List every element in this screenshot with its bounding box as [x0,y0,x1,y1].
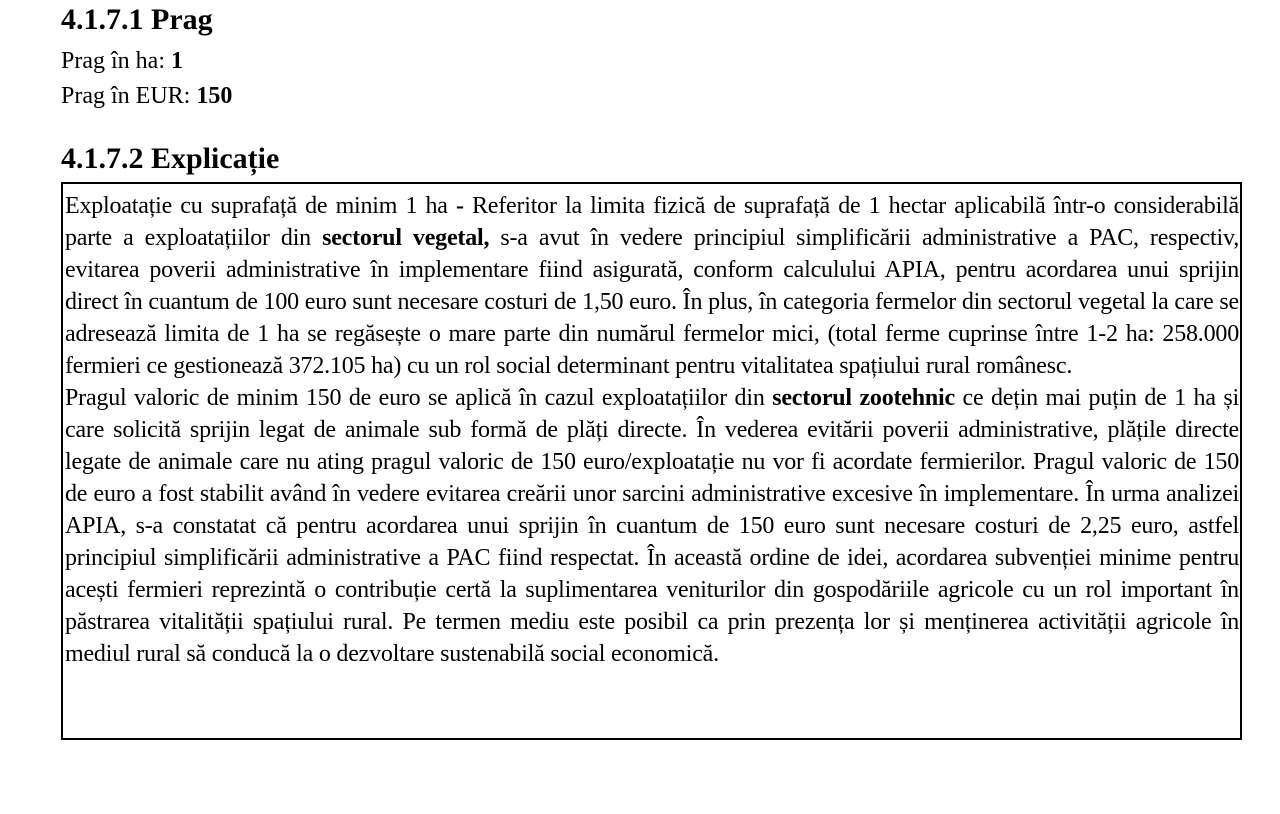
bold-term-sectorul-zootehnic: sectorul zootehnic [772,385,955,411]
threshold-ha-value: 1 [170,48,183,74]
section-heading-prag: 4.1.7.1 Prag [61,3,213,36]
paragraph-text: Pragul valoric de minim 150 de euro se aplică în cazul exploatațiilor din [65,385,773,411]
paragraph-text: Referitor la limita fizică de suprafață de 1 hectar aplicabilă într-o considerabilă parte a exploatațiilor din [65,193,1239,251]
threshold-eur-value: 150 [196,83,233,109]
paragraph-text: s-a avut în vedere principiul simplificării administrative a PAC, respectiv, evitarea poverii administrative în implementare fiind asigurată, conform calculului APIA, pentru acordarea unui sprijin direct în cuantum de 100 euro sunt necesare costuri de 1,50 euro. În plus, în categoria fermelor din sectorul vegetal la care se adresează limita de 1 ha se regăsește o mare parte din numărul fermelor mici, (total ferme cuprinse între 1-2 ha: 258.000 fermieri ce gestionează 372.105 ha) cu un rol social determinant pentru vitalitatea spațiului rural românesc. [65,225,1239,379]
explanation-paragraph-vegetal [65,190,1239,382]
threshold-eur-label: Prag în EUR: [61,83,197,109]
paragraph-bold-dash: - [455,193,464,219]
bold-term-sectorul-vegetal: sectorul vegetal, [322,225,490,251]
threshold-ha-label: Prag în ha: [61,48,171,74]
explanation-paragraph-zootehnic [65,382,1239,670]
section-heading-explicatie: 4.1.7.2 Explicație [61,142,280,175]
paragraph-text: Exploatație cu suprafață de minim 1 ha [65,193,456,219]
threshold-ha-line [61,46,183,76]
threshold-eur-line [61,81,232,111]
explanation-box [61,182,1242,740]
paragraph-text: ce dețin mai puțin de 1 ha și care solicită sprijin legat de animale sub formă de plăți directe. În vederea evitării poverii administrative, plățile directe legate de animale care nu ating pragul valoric de 150 euro/exploatație nu vor fi acordate fermierilor. Pragul valoric de 150 de euro a fost stabilit având în vedere evitarea creării unor sarcini administrative excesive în implementare. În urma analizei APIA, s-a constatat că pentru acordarea unui sprijin în cuantum de 150 euro sunt necesare costuri de 2,25 euro, astfel principiul simplificării administrative a PAC fiind respectat. În această ordine de idei, acordarea subvenției minime pentru acești fermieri reprezintă o contribuție certă la suplimentarea veniturilor din gospodăriile agricole cu un rol important în păstrarea vitalității spațiului rural. Pe termen mediu este posibil ca prin prezența lor și menținerea activității agricole în mediul rural să conducă la o dezvoltare sustenabilă social economică. [65,385,1239,667]
